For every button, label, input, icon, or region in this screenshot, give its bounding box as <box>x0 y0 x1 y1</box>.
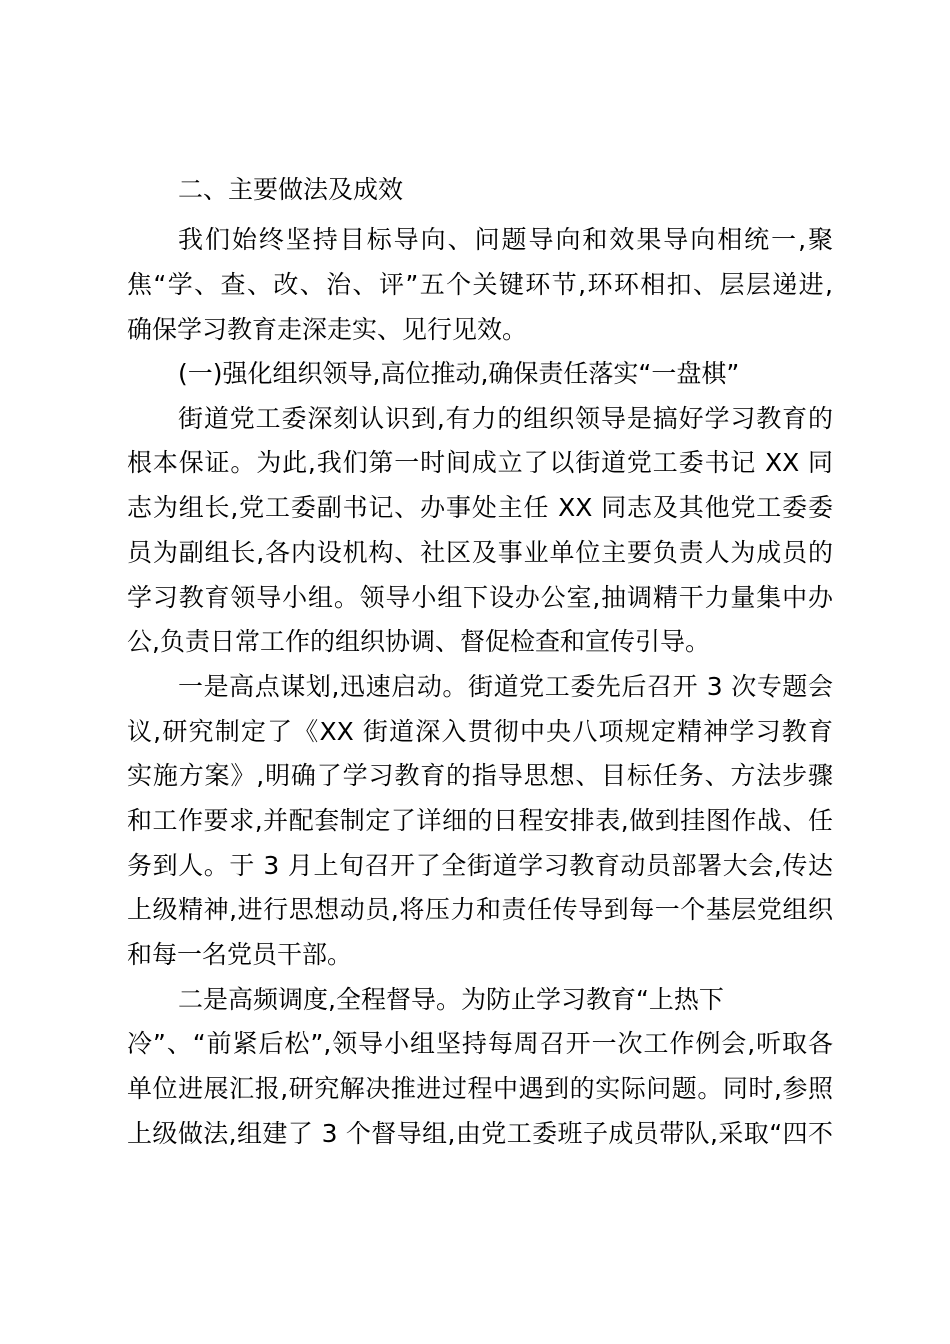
paragraph-line: 街道党工委深刻认识到,有力的组织领导是搞好学习教育的 <box>178 404 833 433</box>
paragraph-line: 志为组长,党工委副书记、办事处主任 XX 同志及其他党工委委 <box>127 493 833 522</box>
paragraph-line: 焦“学、查、改、治、评”五个关键环节,环环相扣、层层递进, <box>127 270 833 299</box>
paragraph-line: 上级做法,组建了 3 个督导组,由党工委班子成员带队,采取“四不 <box>127 1119 833 1148</box>
paragraph-line: 一是高点谋划,迅速启动。街道党工委先后召开 3 次专题会 <box>178 672 833 701</box>
paragraph-line: 实施方案》,明确了学习教育的指导思想、目标任务、方法步骤 <box>127 761 833 790</box>
paragraph-line: 和工作要求,并配套制定了详细的日程安排表,做到挂图作战、任 <box>127 806 833 835</box>
paragraph-line: 学习教育领导小组。领导小组下设办公室,抽调精干力量集中办 <box>127 583 833 612</box>
paragraph-line: 公,负责日常工作的组织协调、督促检查和宣传引导。 <box>127 627 710 656</box>
section-heading: 二、主要做法及成效 <box>178 175 404 204</box>
subsection-heading: (一)强化组织领导,高位推动,确保责任落实“一盘棋” <box>178 359 740 388</box>
paragraph-line: 二是高频调度,全程督导。为防止学习教育“上热下 <box>178 985 724 1014</box>
paragraph-line: 确保学习教育走深走实、见行见效。 <box>127 315 528 344</box>
paragraph-line: 议,研究制定了《XX 街道深入贯彻中央八项规定精神学习教育 <box>127 717 833 746</box>
paragraph-line: 单位进展汇报,研究解决推进过程中遇到的实际问题。同时,参照 <box>127 1074 833 1103</box>
paragraph-line: 根本保证。为此,我们第一时间成立了以街道党工委书记 XX 同 <box>127 448 833 477</box>
paragraph-line: 我们始终坚持目标导向、问题导向和效果导向相统一,聚 <box>178 225 833 254</box>
paragraph-line: 和每一名党员干部。 <box>127 940 353 969</box>
paragraph-line: 冷”、“前紧后松”,领导小组坚持每周召开一次工作例会,听取各 <box>127 1029 833 1058</box>
paragraph-line: 上级精神,进行思想动员,将压力和责任传导到每一个基层党组织 <box>127 895 833 924</box>
paragraph-line: 员为副组长,各内设机构、社区及事业单位主要负责人为成员的 <box>127 538 833 567</box>
paragraph-line: 务到人。于 3 月上旬召开了全街道学习教育动员部署大会,传达 <box>127 851 833 880</box>
